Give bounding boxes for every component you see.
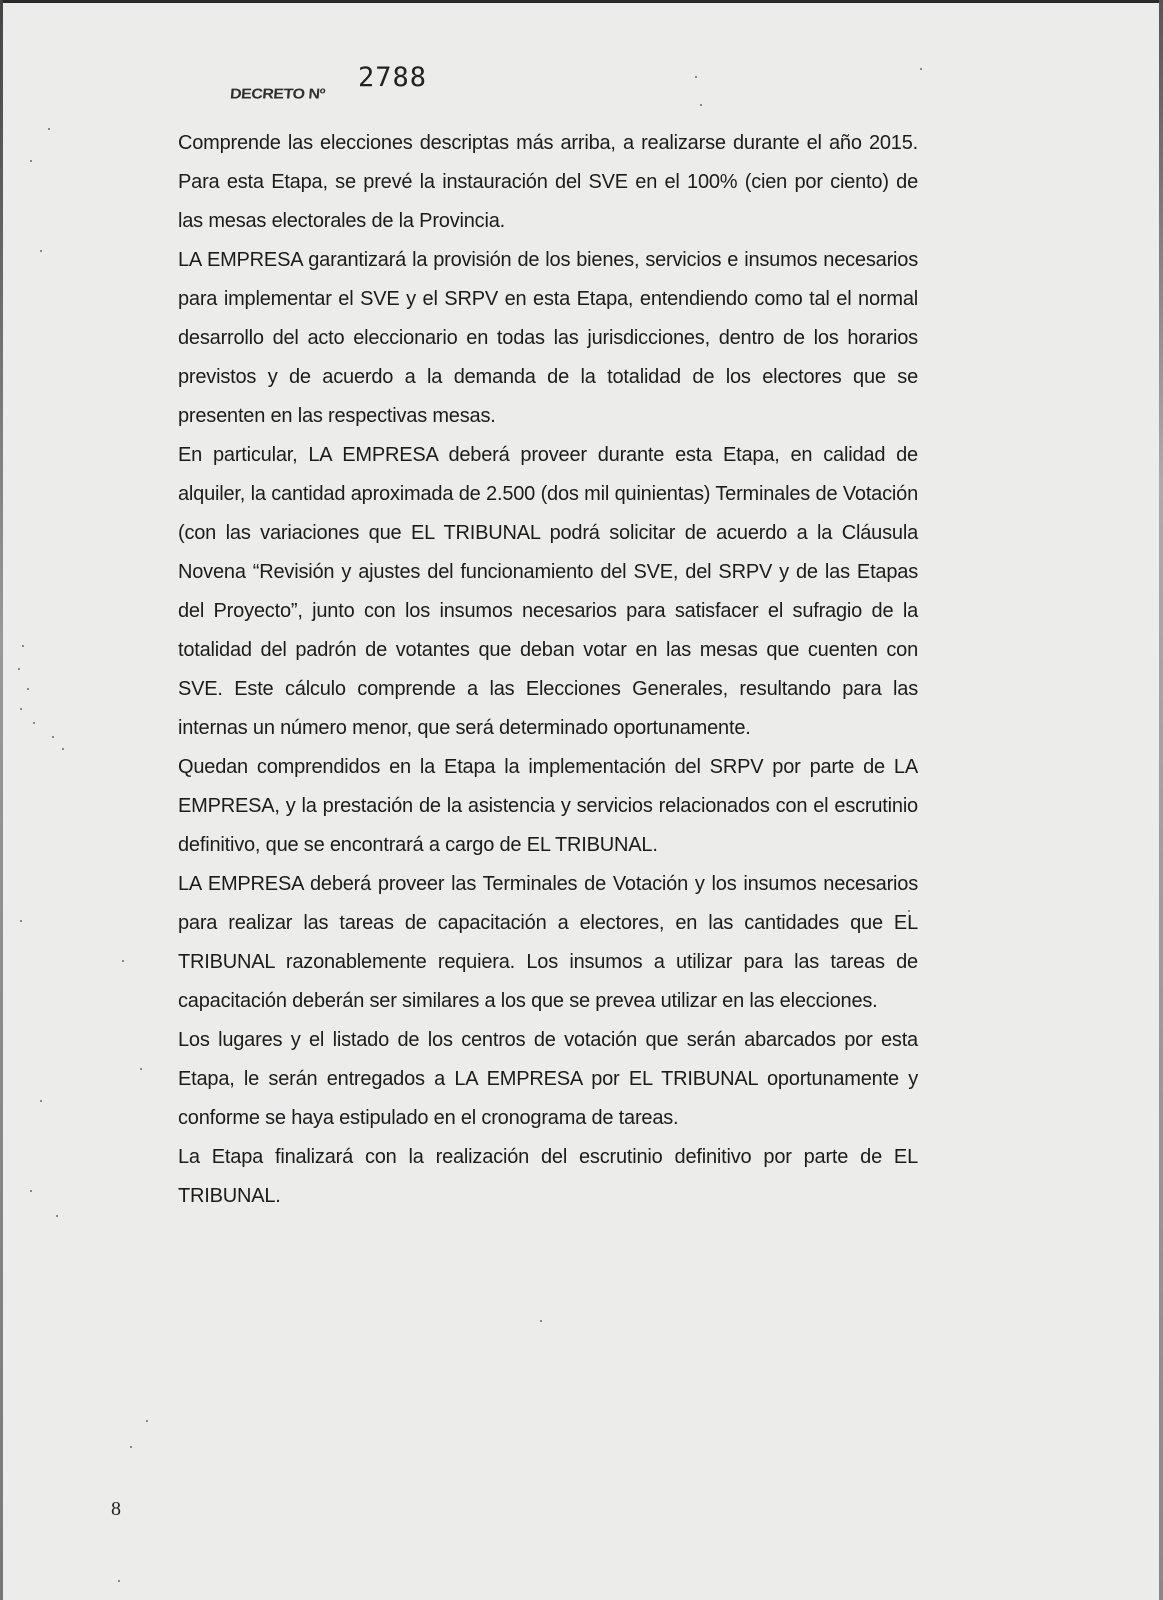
paragraph-stage-end: La Etapa finalizará con la realización del escrutinio definitivo por parte de EL TRIBUNAL. [178,1146,918,1207]
paragraph-company-guarantee: LA EMPRESA garantizará la provisión de los bienes, servicios e insumos necesarios para implementar el SVE y el SRPV en esta Etapa, entendiendo como tal el normal desarrollo del acto eleccionario en todas las jurisdicciones, dentro de los horarios previstos y de acuerdo a la demanda de la totalidad de los electores que se presenten en las respectivas mesas. [178,249,918,427]
document-body [178,124,918,1216]
decree-number: 2788 [358,62,428,93]
paragraph-training-supplies: LA EMPRESA deberá proveer las Terminales de Votación y los insumos necesarios para realizar las tareas de capacitación a electores, en las cantidades que EL TRIBUNAL razonablemente requiera. Los insumos a utilizar para las tareas de capacitación deberán ser similares a los que se prevea utilizar en las elecciones. [178,873,918,1012]
scan-edge-top [0,0,1163,3]
paragraph-srpv-implementation: Quedan comprendidos en la Etapa la implementación del SRPV por parte de LA EMPRESA, y la prestación de la asistencia y servicios relacionados con el escrutinio definitivo, que se encontrará a cargo de EL TRIBUNAL. [178,756,918,856]
scan-edge-right [1159,0,1163,1600]
paragraph-voting-centers: Los lugares y el listado de los centros de votación que serán abarcados por esta Etapa, le serán entregados a LA EMPRESA por EL TRIBUNAL oportunamente y conforme se haya estipulado en el cronograma de tareas. [178,1029,918,1129]
paragraph-stage-scope: Comprende las elecciones descriptas más arriba, a realizarse durante el año 2015. Para esta Etapa, se prevé la instauración del SVE en el 100% (cien por ciento) de las mesas electorales de la Provincia. [178,132,918,232]
scan-edge-left [0,0,3,1600]
page-number: 8 [111,1498,121,1520]
paragraph-voting-terminals: En particular, LA EMPRESA deberá proveer durante esta Etapa, en calidad de alquiler, la cantidad aproximada de 2.500 (dos mil quinientas) Terminales de Votación (con las variaciones que EL TRIBUNAL podrá solicitar de acuerdo a la Cláusula Novena “Revisión y ajustes del funcionamiento del SVE, del SRPV y de las Etapas del Proyecto”, junto con los insumos necesarios para satisfacer el sufragio de la totalidad del padrón de votantes que deban votar en las mesas que cuenten con SVE. Este cálculo comprende a las Elecciones Generales, resultando para las internas un número menor, que será determinado oportunamente. [178,444,918,739]
decree-label-stamp: DECRETO Nº [229,86,326,103]
